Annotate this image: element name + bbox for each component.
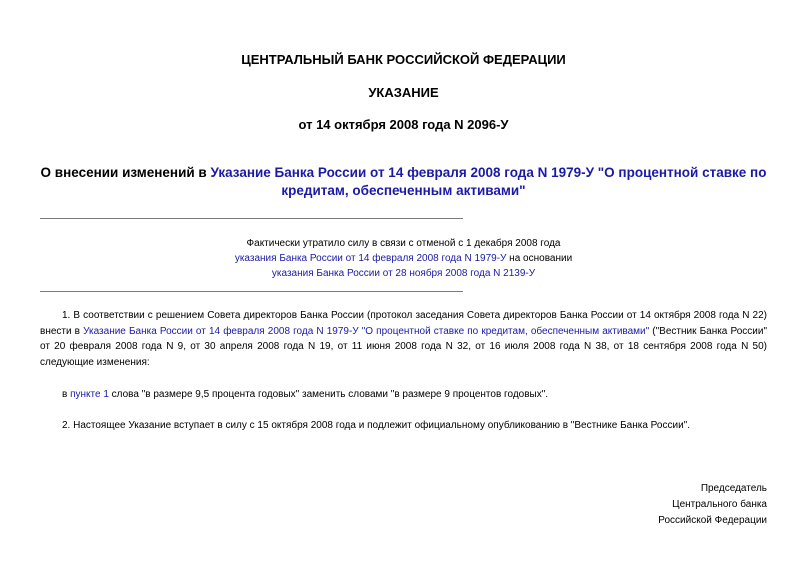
clause-1-link[interactable]: пункте 1 (70, 389, 109, 400)
notice-line-2-suffix: на основании (506, 253, 573, 264)
signature-line-3: Российской Федерации (658, 515, 767, 526)
notice-line-2 (40, 251, 767, 266)
document-heading (40, 164, 767, 200)
paragraph-2: 2. Настоящее Указание вступает в силу с 15 октября 2008 года и подлежит официальному опубликованию в "Вестнике Банка России". (62, 420, 690, 431)
heading-referenced-document-link[interactable]: Указание Банка России от 14 февраля 2008 года N 1979-У "О процентной ставке по кредитам, обеспеченным активами" (210, 165, 767, 198)
paragraph-1-document-link[interactable]: Указание Банка России от 14 февраля 2008 года N 1979-У "О процентной ставке по кредитам, обеспеченным активами" (83, 325, 650, 337)
notice-bottom-divider (40, 291, 463, 292)
heading-prefix: О внесении изменений в (40, 165, 211, 180)
paragraph-1-suffix: ("Вестник Банка России" от 20 февраля 2008 года N 9, от 30 апреля 2008 года N 19, от 11 июня 2008 года N 32, от 16 июля 2008 года N 38, от 18 сентября 2008 года N 50) следующие изменения: (40, 325, 767, 368)
amendment-prefix: в (62, 389, 71, 400)
notice-repealed-by-link[interactable]: указания Банка России от 14 февраля 2008 года N 1979-У (234, 253, 507, 264)
paragraph-1-amendment (40, 387, 767, 403)
notice-line-1: Фактически утратило силу в связи с отменой с 1 декабря 2008 года (246, 238, 561, 249)
notice-top-divider (40, 218, 463, 219)
document-date: от 14 октября 2008 года N 2096-У (298, 117, 509, 132)
notice-line-3 (40, 266, 767, 281)
organization-title: ЦЕНТРАЛЬНЫЙ БАНК РОССИЙСКОЙ ФЕДЕРАЦИИ (241, 52, 566, 67)
signature-line-2: Центрального банка (672, 499, 767, 510)
amendment-suffix: слова "в размере 9,5 процента годовых" заменить словами "в размере 9 процентов годовых". (108, 389, 549, 400)
paragraph-1-prefix: 1. В соответствии с решением Совета директоров Банка России (протокол заседания Совета директоров Банка России от 14 октября 2008 года N 22) внести в (40, 310, 767, 337)
document-type: УКАЗАНИЕ (368, 85, 439, 100)
signature-block (658, 481, 767, 529)
status-notice (40, 236, 767, 281)
paragraph-1 (40, 308, 767, 370)
notice-basis-link[interactable]: указания Банка России от 28 ноября 2008 года N 2139-У (271, 268, 536, 279)
signature-line-1: Председатель (700, 483, 767, 494)
